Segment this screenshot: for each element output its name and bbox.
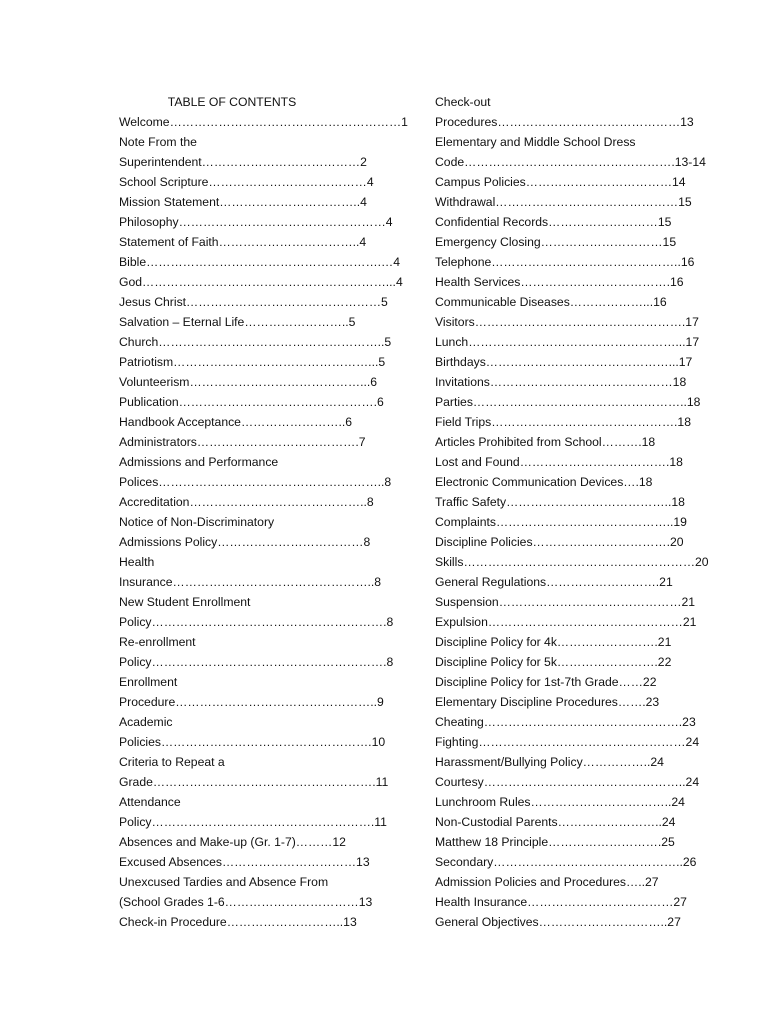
toc-entry: Non-Custodial Parents……………………..24: [435, 815, 676, 829]
toc-entry: Health Insurance………………………………27: [435, 895, 687, 909]
toc-right-entries: [435, 92, 709, 932]
toc-entry: Procedures………………………………………13: [435, 115, 694, 129]
toc-entry: God……………………………………………………...4: [119, 275, 403, 289]
toc-entry: Elementary Discipline Procedures…….23: [435, 695, 660, 709]
toc-entry: Academic: [119, 715, 173, 729]
toc-entry: Absences and Make-up (Gr. 1-7)………12: [119, 835, 346, 849]
toc-entry: Grade……………………………………………….11: [119, 775, 389, 789]
toc-entry: Admission Policies and Procedures…..27: [435, 875, 659, 889]
toc-entry: Excused Absences……………………………13: [119, 855, 370, 869]
toc-entry: Administrators………………………………….7: [119, 435, 366, 449]
toc-entry: Parties……………………………………………..18: [435, 395, 701, 409]
toc-entry: Note From the: [119, 135, 197, 149]
toc-entry: Health: [119, 555, 155, 569]
toc-entry: (School Grades 1-6……………………………13: [119, 895, 373, 909]
toc-entry: Bible………………………………………………….…4: [119, 255, 401, 269]
toc-entry: Withdrawal………………………………………15: [435, 195, 692, 209]
toc-entry: Policy……………………………………………….11: [119, 815, 387, 829]
toc-entry: Emergency Closing…………………………15: [435, 235, 677, 249]
toc-entry: Elementary and Middle School Dress: [435, 135, 636, 149]
toc-entry: Polices………………………………………………..8: [119, 475, 392, 489]
toc-entry: Philosophy……………………………………………4: [119, 215, 393, 229]
toc-entry: School Scripture…………………………………4: [119, 175, 374, 189]
toc-entry: Suspension………………………………………21: [435, 595, 696, 609]
toc-entry: General Regulations……………………….21: [435, 575, 673, 589]
toc-left-column: [119, 92, 408, 932]
toc-entry: Fighting……………………………………………24: [435, 735, 700, 749]
toc-entry: Policies…………………………………………….10: [119, 735, 386, 749]
toc-entry: Cheating………………………………………….23: [435, 715, 696, 729]
toc-entry: Publication………………………………………….6: [119, 395, 384, 409]
toc-entry: Skills…………………………………………………20: [435, 555, 709, 569]
toc-entry: Admissions Policy………………………………8: [119, 535, 371, 549]
toc-entry: Electronic Communication Devices….18: [435, 475, 653, 489]
toc-entry: Code…………………………………………….13-14: [435, 155, 706, 169]
toc-entry: Complaints……………………………………..19: [435, 515, 687, 529]
toc-entry: Notice of Non-Discriminatory: [119, 515, 275, 529]
toc-entry: Discipline Policy for 1st-7th Grade……22: [435, 675, 657, 689]
toc-entry: Secondary………………………………………..26: [435, 855, 697, 869]
toc-entry: Matthew 18 Principle……………………….25: [435, 835, 675, 849]
toc-entry: Jesus Christ…………………………………………5: [119, 295, 388, 309]
toc-entry: Campus Policies………………………………14: [435, 175, 686, 189]
toc-entry: Mission Statement……………………………..4: [119, 195, 367, 209]
toc-entry: Volunteerism……………………………………...6: [119, 375, 378, 389]
toc-entry: Check-out: [435, 95, 491, 109]
toc-entry: Admissions and Performance: [119, 455, 279, 469]
toc-entry: Procedure…………………………………………..9: [119, 695, 384, 709]
toc-entry: Invitations………………………………………18: [435, 375, 687, 389]
toc-entry: Visitors…………………………………………….17: [435, 315, 699, 329]
toc-entry: Expulsion…………………………………………21: [435, 615, 697, 629]
toc-entry: General Objectives…………………………..27: [435, 915, 681, 929]
toc-entry: Communicable Diseases………………...16: [435, 295, 667, 309]
toc-entry: Telephone………………………………………..16: [435, 255, 695, 269]
toc-entry: Articles Prohibited from School……….18: [435, 435, 656, 449]
toc-entry: Policy………………………………………………….8: [119, 615, 394, 629]
toc-entry: Discipline Policy for 5k…………………….22: [435, 655, 672, 669]
toc-right-column: [435, 92, 709, 932]
toc-entry: Enrollment: [119, 675, 178, 689]
toc-entry: Harassment/Bullying Policy……………..24: [435, 755, 664, 769]
toc-entry: Lunchroom Rules……………………………..24: [435, 795, 685, 809]
toc-entry: Church………………………………………………..5: [119, 335, 392, 349]
toc-entry: Traffic Safety…………………………………..18: [435, 495, 685, 509]
toc-entry: Lost and Found……………………………….18: [435, 455, 683, 469]
toc-entry: Discipline Policy for 4k…………………….21: [435, 635, 672, 649]
toc-entry: Health Services……………………………….16: [435, 275, 684, 289]
toc-entry: Salvation – Eternal Life……………………..5: [119, 315, 356, 329]
toc-entry: Discipline Policies…………………………….20: [435, 535, 684, 549]
toc-title: TABLE OF CONTENTS: [167, 95, 297, 109]
toc-entry: Courtesy…………………………………………..24: [435, 775, 700, 789]
toc-entry: Confidential Records………………………15: [435, 215, 672, 229]
toc-entry: Birthdays………………………………………...17: [435, 355, 693, 369]
toc-entry: Policy………………………………………………….8: [119, 655, 394, 669]
toc-entry: Unexcused Tardies and Absence From: [119, 875, 329, 889]
toc-entry: Welcome…………………………………………………1: [119, 115, 408, 129]
toc-entry: Attendance: [119, 795, 181, 809]
toc-entry: Insurance…………………………………………..8: [119, 575, 382, 589]
toc-entry: Check-in Procedure………………………..13: [119, 915, 357, 929]
toc-entry: Patriotism…………………………………………...5: [119, 355, 386, 369]
toc-entry: Criteria to Repeat a: [119, 755, 225, 769]
toc-entry: Accreditation……………………………………..8: [119, 495, 374, 509]
toc-entry: Re-enrollment: [119, 635, 196, 649]
toc-entry: Field Trips……………………………………….18: [435, 415, 691, 429]
toc-entry: Lunch……………………………………………...17: [435, 335, 700, 349]
toc-left-entries: [119, 112, 408, 932]
toc-entry: New Student Enrollment: [119, 595, 251, 609]
toc-entry: Superintendent…………………………………2: [119, 155, 367, 169]
toc-entry: Statement of Faith……………………………..4: [119, 235, 367, 249]
toc-entry: Handbook Acceptance……………………..6: [119, 415, 353, 429]
